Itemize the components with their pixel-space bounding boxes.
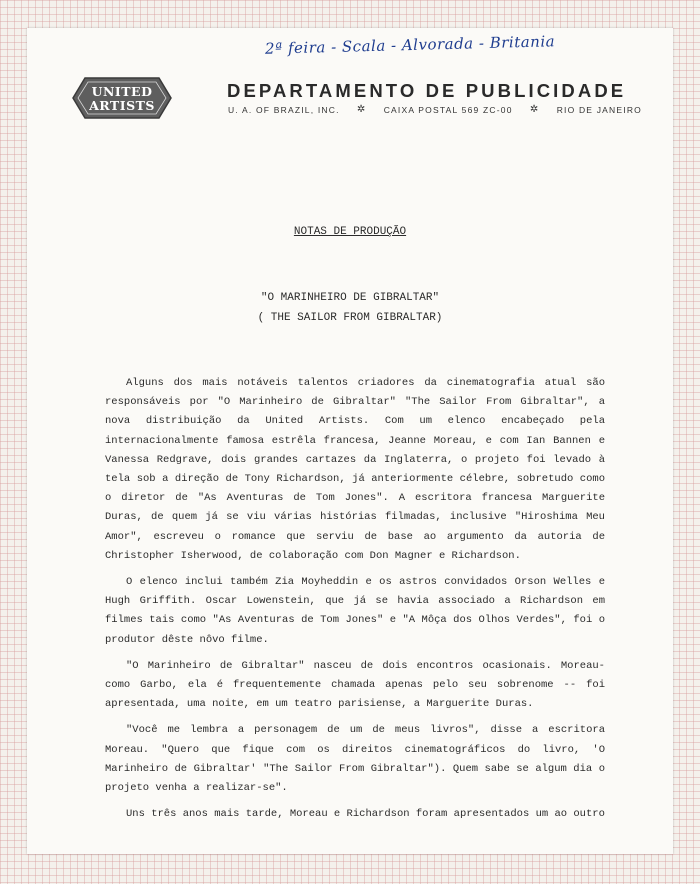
handwritten-note: 2ª feira - Scala - Alvorada - Britania [264,32,556,58]
body-text [105,374,605,831]
paragraph: Uns três anos mais tarde, Moreau e Richardson foram apresentados um ao outro [126,808,605,821]
paragraph: "Você me lembra a personagem de um de meus livros", disse a escritora Moreau. "Quero que fique com os direitos cinematográficos do livro, 'O Marinheiro de Gibraltar' "The Sailor From Gibraltar"). Quem sabe se algum dia o projeto venha a realizar-se". [105,724,605,795]
paragraph: O elenco inclui também Zia Moyheddin e os astros convidados Orson Welles e Hugh Griffith. Oscar Lowenstein, que já se havia associado a Richardson em filmes tais como "As Aventuras de Tom Jones" e "A Môça dos Olhos Verdes", foi o produtor dêste nôvo filme. [105,576,605,646]
paragraph: "O Marinheiro de Gibraltar" nasceu de dois encontros ocasionais. Moreau- como Garbo, ela é frequentemente chamada apenas pelo seu sobrenome -- foi apresentada, uma noite, em um teatro parisiense, a Marguerite Duras. [105,659,605,711]
logo-line2: ARTISTS [89,98,155,113]
logo-line1: UNITED [91,84,153,99]
united-artists-logo [71,76,173,120]
city-name: RIO DE JANEIRO [556,104,642,115]
department-title: DEPARTAMENTO DE PUBLICIDADE [227,80,627,101]
section-heading: NOTAS DE PRODUÇÃO [293,226,407,238]
document-page [27,28,673,854]
film-title-portuguese: "O MARINHEIRO DE GIBRALTAR" [260,292,440,304]
company-name: U. A. OF BRAZIL, INC. [228,104,340,115]
star-separator-icon: ✲ [356,104,367,115]
postal-address: CAIXA POSTAL 569 ZC-00 [383,104,513,115]
letterhead-subline [228,104,642,115]
film-title-english: ( THE SAILOR FROM GIBRALTAR) [257,312,443,324]
film-title-block [27,288,673,328]
star-separator-icon: ✲ [529,104,540,115]
paragraph: Alguns dos mais notáveis talentos criadores da cinematografia atual são responsáveis por "O Marinheiro de Gibraltar" "The Sailor From Gibraltar", a nova distribuição da United Artists. Com um elenco encabeçado pela internacionalmente famosa estrêla francesa, Jeanne Moreau, e com Ian Bannen e Vanessa Redgrave, dois grandes cartazes da Inglaterra, o projeto foi levado à tela sob a direção de Tony Richardson, já anteriormente célebre, sobretudo como o diretor de "As Aventuras de Tom Jones". A escritora francesa Marguerite Duras, de quem já se viu várias histórias filmadas, inclusive "Hiroshima Meu Amor", escreveu o romance que serviu de base ao argumento da autoria de Christopher Isherwood, de colaboração com Don Magner e Richardson. [105,377,605,562]
